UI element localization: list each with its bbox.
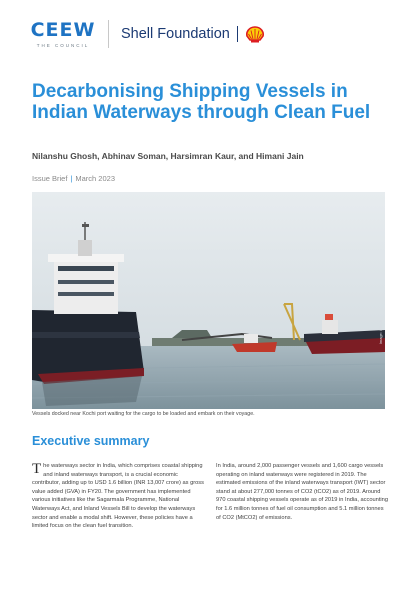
publication-date: March 2023: [75, 174, 115, 183]
photo-credit: Image: iStock: [378, 320, 383, 345]
drop-cap: T: [32, 461, 42, 477]
executive-summary-left-column: [32, 462, 204, 531]
left-column-text: he waterways sector in India, which comprises coastal shipping and inland waterways transport, is a crucial economic contributor, adding up to USD 1.6 billion (INR 13,007 crore) as gross value added (GVA) in FY20. The government has implemented various initiatives like the Sagarmala Programme, National Waterways Act, and Inland Vessels Bill to develop the waterways sector and enable a modal shift. However, these policies have a limited focus on the clean fuel transition.: [32, 463, 204, 530]
document-type: Issue Brief: [32, 174, 68, 183]
meta-separator: |: [70, 174, 73, 183]
executive-summary-heading: Executive summary: [32, 434, 150, 448]
right-column-text: In India, around 2,000 passenger vessels and 1,600 cargo vessels operating on inland waterways were registered in 2019. The estimated emissions of the inland waterways transport (IWT) sector stand at about 277,000 tonnes of CO2 (tCO2) as of 2019. Around 970 coastal shipping vessels operate as of 2019 in India, accounting for 1.6 million tonnes of fuel oil consumption and 5.1 million tonnes of CO2 (MtCO2) of emissions.: [216, 463, 389, 521]
shell-foundation-logo: [121, 26, 265, 43]
ships-at-port-image: [32, 192, 385, 409]
ceew-tagline: THE COUNCIL: [36, 43, 90, 48]
publication-meta: [32, 174, 115, 183]
executive-summary-right-column: [216, 462, 388, 522]
ceew-logo: [32, 20, 94, 48]
header-logos: [32, 14, 265, 54]
photo-caption: Vessels docked near Kochi port waiting for the cargo to be loaded and embark on their voyage.: [32, 411, 255, 417]
shell-pecten-icon: [245, 26, 265, 43]
partner-divider: [237, 26, 238, 42]
authors: Nilanshu Ghosh, Abhinav Soman, Harsimran Kaur, and Himani Jain: [32, 151, 304, 161]
ceew-logo-text: CEEW: [30, 19, 96, 41]
cover-photo: [32, 192, 385, 409]
partner-name: Shell Foundation: [121, 26, 230, 42]
logo-divider: [108, 20, 109, 48]
report-title: Decarbonising Shipping Vessels in Indian Waterways through Clean Fuel: [32, 81, 371, 123]
